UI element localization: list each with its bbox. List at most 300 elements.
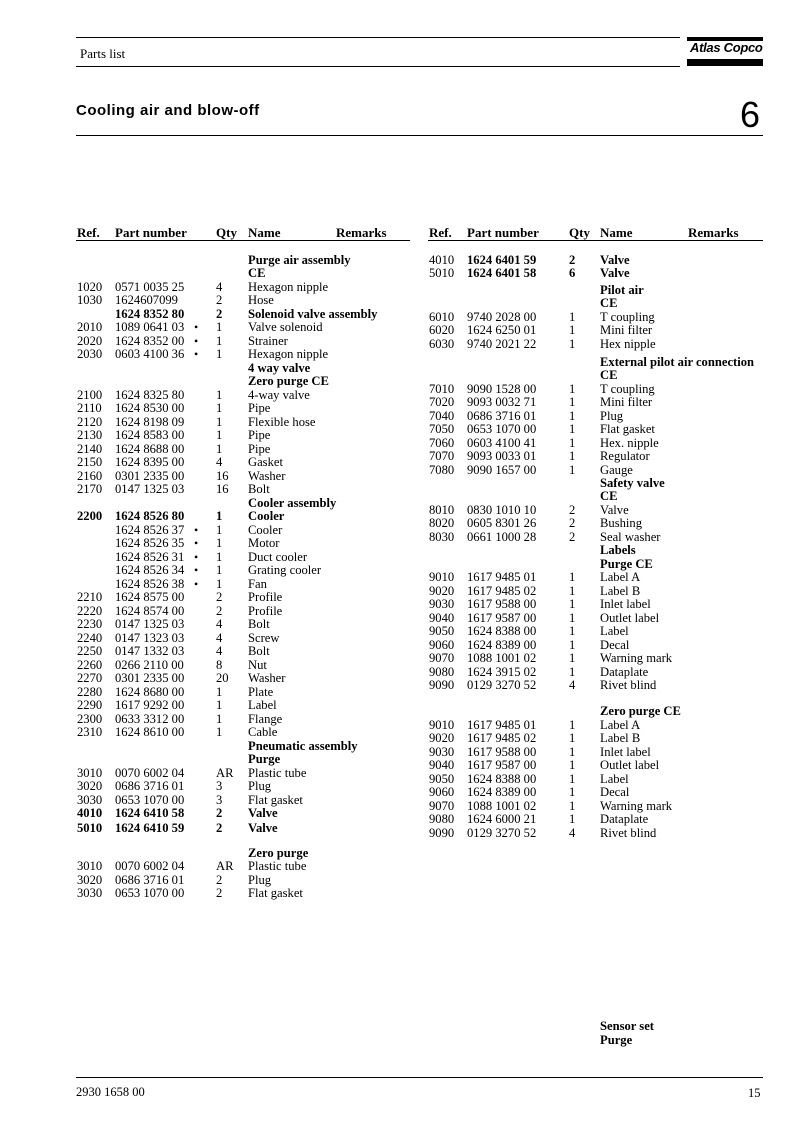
qty-cell: 1 xyxy=(216,347,223,361)
name-cell: Flat gasket xyxy=(248,886,303,900)
partnumber-cell: 1624 8583 00 xyxy=(115,428,185,442)
partnumber-cell: 0686 3716 01 xyxy=(115,873,185,887)
name-cell: Pipe xyxy=(248,401,271,415)
name-cell: Purge CE xyxy=(600,557,653,571)
ref-cell: 9070 xyxy=(429,799,455,813)
ref-cell: 2310 xyxy=(77,725,103,739)
partnumber-cell: 1624 8526 37 xyxy=(115,523,185,537)
ref-cell: 3010 xyxy=(77,859,103,873)
qty-cell: 8 xyxy=(216,658,223,672)
name-cell: Plate xyxy=(248,685,274,699)
qty-cell: 2 xyxy=(569,503,576,517)
section-title: Cooling air and blow-off xyxy=(76,102,260,119)
partnumber-cell: 1624607099 xyxy=(115,293,178,307)
name-cell: Plug xyxy=(248,873,272,887)
name-cell: Motor xyxy=(248,536,280,550)
ref-cell: 2140 xyxy=(77,442,103,456)
partnumber-cell: 1617 9485 01 xyxy=(467,718,537,732)
name-cell: Safety valve xyxy=(600,476,665,490)
partnumber-cell: 0633 3312 00 xyxy=(115,712,185,726)
qty-cell: 2 xyxy=(216,821,223,835)
name-cell: Gauge xyxy=(600,463,633,477)
ref-cell: 4010 xyxy=(77,806,103,820)
ref-cell: 5010 xyxy=(77,821,103,835)
ref-cell: 9090 xyxy=(429,678,455,692)
qty-cell: 3 xyxy=(216,779,223,793)
qty-cell: AR xyxy=(216,766,234,780)
col-name-left: Name xyxy=(248,225,281,240)
name-cell: Valve xyxy=(600,503,629,517)
name-cell: Zero purge CE xyxy=(248,374,329,388)
ref-cell: 2110 xyxy=(77,401,102,415)
ref-cell: 1020 xyxy=(77,280,103,294)
qty-cell: 1 xyxy=(569,584,576,598)
brand-logo: Atlas Copco xyxy=(690,40,763,55)
bullet-cell: • xyxy=(194,523,199,537)
name-cell: 4 way valve xyxy=(248,361,311,375)
partnumber-cell: 1624 6250 01 xyxy=(467,323,537,337)
name-cell: Hose xyxy=(248,293,274,307)
ref-cell: 8010 xyxy=(429,503,455,517)
partnumber-cell: 1624 8526 80 xyxy=(115,509,185,523)
name-cell: CE xyxy=(248,266,266,280)
ref-cell: 9090 xyxy=(429,826,455,840)
name-cell: Hexagon nipple xyxy=(248,280,329,294)
ref-cell: 2010 xyxy=(77,320,103,334)
partnumber-cell: 1624 8325 80 xyxy=(115,388,185,402)
name-cell: Decal xyxy=(600,638,630,652)
name-cell: Flange xyxy=(248,712,283,726)
name-cell: Bolt xyxy=(248,617,270,631)
name-cell: Label xyxy=(600,624,629,638)
qty-cell: 1 xyxy=(569,758,576,772)
name-cell: Seal washer xyxy=(600,530,661,544)
partnumber-cell: 1089 0641 03 xyxy=(115,320,185,334)
qty-cell: 1 xyxy=(216,563,223,577)
ref-cell: 2020 xyxy=(77,334,103,348)
qty-cell: 3 xyxy=(216,793,223,807)
col-qty-right: Qty xyxy=(569,225,590,240)
ref-cell: 2030 xyxy=(77,347,103,361)
ref-cell: 2250 xyxy=(77,644,103,658)
bullet-cell: • xyxy=(194,550,199,564)
col-ref-left: Ref. xyxy=(77,225,100,240)
col-partnumber-left: Part number xyxy=(115,225,187,240)
col-partnumber-right: Part number xyxy=(467,225,539,240)
name-cell: Outlet label xyxy=(600,611,660,625)
section-number: 6 xyxy=(740,94,761,135)
name-cell: Pipe xyxy=(248,428,271,442)
qty-cell: 20 xyxy=(216,671,229,685)
qty-cell: 1 xyxy=(216,388,223,402)
ref-cell: 2120 xyxy=(77,415,103,429)
name-cell: Label xyxy=(600,772,629,786)
partnumber-cell: 0653 1070 00 xyxy=(115,793,185,807)
name-cell: Pneumatic assembly xyxy=(248,739,358,753)
ref-cell: 8030 xyxy=(429,530,455,544)
qty-cell: 2 xyxy=(216,293,223,307)
name-cell: Inlet label xyxy=(600,745,651,759)
name-cell: Bushing xyxy=(600,516,642,530)
name-cell: Strainer xyxy=(248,334,288,348)
partnumber-cell: 1617 9588 00 xyxy=(467,745,537,759)
header-label: Parts list xyxy=(80,46,126,61)
name-cell: Nut xyxy=(248,658,267,672)
qty-cell: 2 xyxy=(216,886,223,900)
partnumber-cell: 1624 8526 38 xyxy=(115,577,185,591)
name-cell: Label B xyxy=(600,584,641,598)
name-cell: Solenoid valve assembly xyxy=(248,307,378,321)
name-cell: Purge xyxy=(248,752,281,766)
name-cell: Bolt xyxy=(248,644,270,658)
partnumber-cell: 0070 6002 04 xyxy=(115,766,185,780)
partnumber-cell: 0147 1325 03 xyxy=(115,617,185,631)
col-ref-right: Ref. xyxy=(429,225,452,240)
ref-cell: 2210 xyxy=(77,590,103,604)
ref-cell: 8020 xyxy=(429,516,455,530)
name-cell: T coupling xyxy=(600,310,655,324)
qty-cell: 16 xyxy=(216,469,229,483)
col-remarks-right: Remarks xyxy=(688,225,739,240)
qty-cell: 1 xyxy=(569,731,576,745)
name-cell: Pipe xyxy=(248,442,271,456)
qty-cell: 1 xyxy=(216,536,223,550)
ref-cell: 9060 xyxy=(429,785,455,799)
partnumber-cell: 0603 4100 36 xyxy=(115,347,185,361)
partnumber-cell: 0129 3270 52 xyxy=(467,678,537,692)
qty-cell: 1 xyxy=(216,725,223,739)
ref-cell: 6010 xyxy=(429,310,455,324)
qty-cell: 1 xyxy=(569,799,576,813)
header-bottom-rule xyxy=(76,66,680,67)
partnumber-cell: 1624 8530 00 xyxy=(115,401,185,415)
bullet-cell: • xyxy=(194,577,199,591)
qty-cell: 1 xyxy=(216,550,223,564)
ref-cell: 9080 xyxy=(429,665,455,679)
name-cell: Valve solenoid xyxy=(248,320,323,334)
ref-cell: 7060 xyxy=(429,436,455,450)
qty-cell: 1 xyxy=(216,415,223,429)
name-cell: Label B xyxy=(600,731,641,745)
name-cell: Zero purge CE xyxy=(600,704,681,718)
partnumber-cell: 0661 1000 28 xyxy=(467,530,537,544)
qty-cell: 1 xyxy=(569,436,576,450)
ref-cell: 2270 xyxy=(77,671,103,685)
qty-cell: 2 xyxy=(216,604,223,618)
partnumber-cell: 9740 2021 22 xyxy=(467,337,537,351)
ref-cell: 6020 xyxy=(429,323,455,337)
ref-cell: 2280 xyxy=(77,685,103,699)
partnumber-cell: 0147 1323 03 xyxy=(115,631,185,645)
qty-cell: 2 xyxy=(216,307,223,321)
footer-rule xyxy=(76,1077,763,1078)
partnumber-cell: 9090 1657 00 xyxy=(467,463,537,477)
name-cell: Decal xyxy=(600,785,630,799)
page-number: 15 xyxy=(748,1086,761,1100)
qty-cell: 1 xyxy=(569,812,576,826)
partnumber-cell: 1617 9292 00 xyxy=(115,698,185,712)
name-cell: External pilot air connection xyxy=(600,355,755,369)
partnumber-cell: 1624 8389 00 xyxy=(467,638,537,652)
partnumber-cell: 0147 1325 03 xyxy=(115,482,185,496)
ref-cell: 9050 xyxy=(429,772,455,786)
partnumber-cell: 1624 8198 09 xyxy=(115,415,185,429)
partnumber-cell: 9740 2028 00 xyxy=(467,310,537,324)
partnumber-cell: 0266 2110 00 xyxy=(115,658,184,672)
name-cell: Plug xyxy=(600,409,624,423)
ref-cell: 5010 xyxy=(429,266,455,280)
name-cell: CE xyxy=(600,489,618,503)
partnumber-cell: 1624 8574 00 xyxy=(115,604,185,618)
partnumber-cell: 1088 1001 02 xyxy=(467,651,537,665)
ref-cell: 7040 xyxy=(429,409,455,423)
partnumber-cell: 0686 3716 01 xyxy=(115,779,185,793)
ref-cell: 7050 xyxy=(429,422,455,436)
ref-cell: 7080 xyxy=(429,463,455,477)
partnumber-cell: 0653 1070 00 xyxy=(467,422,537,436)
name-cell: Profile xyxy=(248,590,283,604)
name-cell: Cooler assembly xyxy=(248,496,337,510)
name-cell: Washer xyxy=(248,671,286,685)
partnumber-cell: 1624 8352 00 xyxy=(115,334,185,348)
ref-cell: 9040 xyxy=(429,758,455,772)
partnumber-cell: 1088 1001 02 xyxy=(467,799,537,813)
qty-cell: 4 xyxy=(569,826,576,840)
name-cell: Hexagon nipple xyxy=(248,347,329,361)
name-cell: Cooler xyxy=(248,509,285,523)
qty-cell: 4 xyxy=(216,617,223,631)
name-cell: CE xyxy=(600,368,618,382)
name-cell: Label A xyxy=(600,570,641,584)
name-cell: Dataplate xyxy=(600,812,649,826)
partnumber-cell: 1624 8352 80 xyxy=(115,307,185,321)
name-cell: Mini filter xyxy=(600,323,653,337)
name-cell: Duct cooler xyxy=(248,550,308,564)
name-cell: 4-way valve xyxy=(248,388,310,402)
name-cell: Gasket xyxy=(248,455,283,469)
qty-cell: 4 xyxy=(216,455,223,469)
partnumber-cell: 0301 2335 00 xyxy=(115,671,185,685)
qty-cell: 1 xyxy=(569,382,576,396)
ref-cell: 3020 xyxy=(77,779,103,793)
partnumber-cell: 1624 6401 58 xyxy=(467,266,537,280)
ref-cell: 1030 xyxy=(77,293,103,307)
qty-cell: 16 xyxy=(216,482,229,496)
qty-cell: 1 xyxy=(216,712,223,726)
name-cell: Label xyxy=(248,698,277,712)
name-cell: CE xyxy=(600,296,618,310)
partnumber-cell: 0603 4100 41 xyxy=(467,436,537,450)
ref-cell: 2240 xyxy=(77,631,103,645)
ref-cell: 2220 xyxy=(77,604,103,618)
partnumber-cell: 0070 6002 04 xyxy=(115,859,185,873)
ref-cell: 2100 xyxy=(77,388,103,402)
partnumber-cell: 1624 6410 58 xyxy=(115,806,185,820)
partnumber-cell: 9093 0032 71 xyxy=(467,395,537,409)
qty-cell: 1 xyxy=(569,570,576,584)
qty-cell: 1 xyxy=(569,624,576,638)
partnumber-cell: 1624 8389 00 xyxy=(467,785,537,799)
qty-cell: 1 xyxy=(569,651,576,665)
qty-cell: 1 xyxy=(569,395,576,409)
name-cell: Zero purge xyxy=(248,846,309,860)
qty-cell: 1 xyxy=(216,509,223,523)
ref-cell: 2150 xyxy=(77,455,103,469)
partnumber-cell: 1617 9485 02 xyxy=(467,731,537,745)
bullet-cell: • xyxy=(194,334,199,348)
colhead-rule-left xyxy=(76,240,410,241)
col-name-right: Name xyxy=(600,225,633,240)
ref-cell: 2290 xyxy=(77,698,103,712)
qty-cell: 1 xyxy=(216,442,223,456)
name-cell: Profile xyxy=(248,604,283,618)
name-cell: Plug xyxy=(248,779,272,793)
ref-cell: 7020 xyxy=(429,395,455,409)
qty-cell: AR xyxy=(216,859,234,873)
ref-cell: 2300 xyxy=(77,712,103,726)
name-cell: Valve xyxy=(248,806,278,820)
qty-cell: 1 xyxy=(569,665,576,679)
partnumber-cell: 1624 8680 00 xyxy=(115,685,185,699)
name-cell: Hex. nipple xyxy=(600,436,659,450)
ref-cell: 2260 xyxy=(77,658,103,672)
name-cell: Purge xyxy=(600,1033,633,1047)
col-qty-left: Qty xyxy=(216,225,237,240)
ref-cell: 9080 xyxy=(429,812,455,826)
ref-cell: 4010 xyxy=(429,253,455,267)
name-cell: Cooler xyxy=(248,523,283,537)
name-cell: Pilot air xyxy=(600,283,644,297)
partnumber-cell: 0653 1070 00 xyxy=(115,886,185,900)
name-cell: Washer xyxy=(248,469,286,483)
partnumber-cell: 1624 8688 00 xyxy=(115,442,185,456)
qty-cell: 4 xyxy=(216,644,223,658)
qty-cell: 1 xyxy=(216,428,223,442)
partnumber-cell: 1624 8610 00 xyxy=(115,725,185,739)
partnumber-cell: 1624 8526 31 xyxy=(115,550,185,564)
partnumber-cell: 1624 3915 02 xyxy=(467,665,537,679)
partnumber-cell: 1624 8388 00 xyxy=(467,624,537,638)
name-cell: Fan xyxy=(248,577,267,591)
name-cell: Label A xyxy=(600,718,641,732)
name-cell: Bolt xyxy=(248,482,270,496)
partnumber-cell: 0686 3716 01 xyxy=(467,409,537,423)
qty-cell: 1 xyxy=(216,698,223,712)
name-cell: Dataplate xyxy=(600,665,649,679)
name-cell: Hex nipple xyxy=(600,337,656,351)
name-cell: Valve xyxy=(600,266,630,280)
partnumber-cell: 1624 6410 59 xyxy=(115,821,185,835)
logo-bar-bottom xyxy=(687,59,763,66)
partnumber-cell: 1624 8575 00 xyxy=(115,590,185,604)
qty-cell: 4 xyxy=(216,631,223,645)
name-cell: Flat gasket xyxy=(248,793,303,807)
qty-cell: 1 xyxy=(569,772,576,786)
section-rule xyxy=(76,135,763,136)
ref-cell: 9020 xyxy=(429,584,455,598)
ref-cell: 9030 xyxy=(429,597,455,611)
name-cell: Warning mark xyxy=(600,799,673,813)
name-cell: Grating cooler xyxy=(248,563,322,577)
partnumber-cell: 1617 9485 01 xyxy=(467,570,537,584)
qty-cell: 1 xyxy=(569,638,576,652)
qty-cell: 1 xyxy=(569,310,576,324)
qty-cell: 1 xyxy=(569,785,576,799)
name-cell: Purge air assembly xyxy=(248,253,351,267)
qty-cell: 1 xyxy=(569,718,576,732)
name-cell: T coupling xyxy=(600,382,655,396)
name-cell: Inlet label xyxy=(600,597,651,611)
name-cell: Outlet label xyxy=(600,758,660,772)
qty-cell: 1 xyxy=(216,401,223,415)
ref-cell: 9010 xyxy=(429,570,455,584)
ref-cell: 3030 xyxy=(77,793,103,807)
name-cell: Screw xyxy=(248,631,280,645)
qty-cell: 1 xyxy=(569,463,576,477)
name-cell: Labels xyxy=(600,543,636,557)
ref-cell: 9030 xyxy=(429,745,455,759)
document-number: 2930 1658 00 xyxy=(76,1085,145,1099)
name-cell: Flat gasket xyxy=(600,422,655,436)
name-cell: Rivet blind xyxy=(600,826,657,840)
qty-cell: 4 xyxy=(569,678,576,692)
qty-cell: 2 xyxy=(216,873,223,887)
partnumber-cell: 1624 8526 35 xyxy=(115,536,185,550)
partnumber-cell: 0571 0035 25 xyxy=(115,280,185,294)
name-cell: Mini filter xyxy=(600,395,653,409)
qty-cell: 2 xyxy=(569,516,576,530)
ref-cell: 9040 xyxy=(429,611,455,625)
partnumber-cell: 1624 8526 34 xyxy=(115,563,185,577)
ref-cell: 3020 xyxy=(77,873,103,887)
qty-cell: 1 xyxy=(569,745,576,759)
header-top-rule xyxy=(76,37,680,38)
bullet-cell: • xyxy=(194,563,199,577)
partnumber-cell: 1624 8388 00 xyxy=(467,772,537,786)
qty-cell: 2 xyxy=(216,806,223,820)
ref-cell: 9010 xyxy=(429,718,455,732)
qty-cell: 1 xyxy=(216,320,223,334)
partnumber-cell: 1617 9485 02 xyxy=(467,584,537,598)
ref-cell: 7070 xyxy=(429,449,455,463)
ref-cell: 3030 xyxy=(77,886,103,900)
name-cell: Rivet blind xyxy=(600,678,657,692)
qty-cell: 1 xyxy=(569,597,576,611)
qty-cell: 2 xyxy=(569,253,576,267)
name-cell: Plastic tube xyxy=(248,766,307,780)
bullet-cell: • xyxy=(194,347,199,361)
partnumber-cell: 9090 1528 00 xyxy=(467,382,537,396)
qty-cell: 6 xyxy=(569,266,576,280)
qty-cell: 1 xyxy=(569,323,576,337)
name-cell: Cable xyxy=(248,725,278,739)
qty-cell: 2 xyxy=(216,590,223,604)
qty-cell: 2 xyxy=(569,530,576,544)
qty-cell: 1 xyxy=(216,685,223,699)
ref-cell: 2170 xyxy=(77,482,103,496)
name-cell: Valve xyxy=(600,253,630,267)
name-cell: Sensor set xyxy=(600,1019,654,1033)
qty-cell: 1 xyxy=(569,409,576,423)
ref-cell: 2130 xyxy=(77,428,103,442)
partnumber-cell: 0830 1010 10 xyxy=(467,503,537,517)
partnumber-cell: 1624 6401 59 xyxy=(467,253,537,267)
ref-cell: 9050 xyxy=(429,624,455,638)
col-remarks-left: Remarks xyxy=(336,225,387,240)
qty-cell: 1 xyxy=(569,611,576,625)
partnumber-cell: 0147 1332 03 xyxy=(115,644,185,658)
name-cell: Flexible hose xyxy=(248,415,316,429)
